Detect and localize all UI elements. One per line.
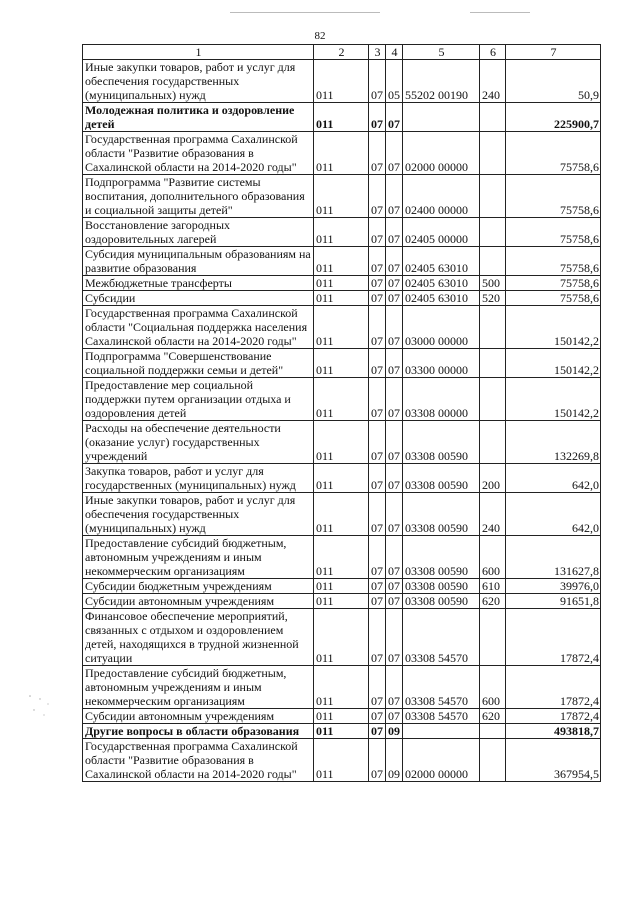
- cell-name: Предоставление субсидий бюджетным, автономным учреждениям и иным некоммерческим организациям: [83, 536, 314, 579]
- cell-section: 07: [369, 306, 386, 349]
- cell-type: [480, 103, 506, 132]
- cell-section: 07: [369, 421, 386, 464]
- cell-amount: 493818,7: [506, 724, 601, 739]
- cell-subsection: 07: [386, 132, 403, 175]
- cell-name: Предоставление субсидий бюджетным, автономным учреждениям и иным некоммерческим организациям: [83, 666, 314, 709]
- cell-amount: 17872,4: [506, 666, 601, 709]
- table-row: [83, 175, 601, 218]
- cell-subsection: 07: [386, 291, 403, 306]
- table-row: [83, 247, 601, 276]
- cell-name: Субсидия муниципальным образованиям на развитие образования: [83, 247, 314, 276]
- cell-section: 07: [369, 709, 386, 724]
- cell-admin: 011: [314, 247, 369, 276]
- cell-amount: 39976,0: [506, 579, 601, 594]
- cell-subsection: 07: [386, 247, 403, 276]
- cell-section: 07: [369, 536, 386, 579]
- cell-amount: 642,0: [506, 464, 601, 493]
- cell-admin: 011: [314, 493, 369, 536]
- cell-name: Межбюджетные трансферты: [83, 276, 314, 291]
- cell-section: 07: [369, 218, 386, 247]
- cell-name: Другие вопросы в области образования: [83, 724, 314, 739]
- cell-subsection: 07: [386, 218, 403, 247]
- cell-section: 07: [369, 60, 386, 103]
- cell-target: 03308 54570: [403, 709, 480, 724]
- cell-amount: 75758,6: [506, 247, 601, 276]
- cell-name: Расходы на обеспечение деятельности (оказание услуг) государственных учреждений: [83, 421, 314, 464]
- cell-amount: 367954,5: [506, 739, 601, 782]
- cell-subsection: 07: [386, 579, 403, 594]
- cell-amount: 225900,7: [506, 103, 601, 132]
- cell-target: 03308 00590: [403, 579, 480, 594]
- cell-subsection: 07: [386, 421, 403, 464]
- column-header-type: 6: [480, 45, 506, 60]
- cell-amount: 75758,6: [506, 132, 601, 175]
- cell-section: 07: [369, 276, 386, 291]
- cell-section: 07: [369, 666, 386, 709]
- column-header-section: 3: [369, 45, 386, 60]
- cell-subsection: 09: [386, 724, 403, 739]
- cell-type: 620: [480, 594, 506, 609]
- scan-artifact-line: [470, 12, 530, 13]
- table-row: [83, 291, 601, 306]
- cell-name: Государственная программа Сахалинской области "Социальная поддержка населения Сахалинской области на 2014-2020 годы": [83, 306, 314, 349]
- cell-admin: 011: [314, 579, 369, 594]
- cell-target: 02405 63010: [403, 291, 480, 306]
- cell-amount: 132269,8: [506, 421, 601, 464]
- table-row: [83, 609, 601, 666]
- cell-type: 600: [480, 536, 506, 579]
- cell-target: 03308 00590: [403, 536, 480, 579]
- table-row: [83, 306, 601, 349]
- cell-section: 07: [369, 247, 386, 276]
- cell-subsection: 07: [386, 378, 403, 421]
- cell-type: [480, 247, 506, 276]
- cell-admin: 011: [314, 421, 369, 464]
- cell-type: 240: [480, 60, 506, 103]
- budget-table: [82, 44, 601, 782]
- table-row: [83, 276, 601, 291]
- cell-amount: 150142,2: [506, 349, 601, 378]
- cell-name: Иные закупки товаров, работ и услуг для обеспечения государственных (муниципальных) нужд: [83, 60, 314, 103]
- scan-artifact-specks: [26, 690, 56, 720]
- cell-target: 03308 00000: [403, 378, 480, 421]
- cell-admin: 011: [314, 724, 369, 739]
- cell-subsection: 07: [386, 276, 403, 291]
- cell-subsection: 07: [386, 594, 403, 609]
- cell-subsection: 07: [386, 175, 403, 218]
- table-row: [83, 739, 601, 782]
- table-header-row: [83, 45, 601, 60]
- cell-name: Субсидии автономным учреждениям: [83, 709, 314, 724]
- cell-amount: 75758,6: [506, 218, 601, 247]
- cell-admin: 011: [314, 536, 369, 579]
- cell-admin: 011: [314, 306, 369, 349]
- table-row: [83, 709, 601, 724]
- table-row: [83, 103, 601, 132]
- cell-amount: 131627,8: [506, 536, 601, 579]
- cell-subsection: 07: [386, 536, 403, 579]
- cell-admin: 011: [314, 132, 369, 175]
- cell-name: Финансовое обеспечение мероприятий, связанных с отдыхом и оздоровлением детей, находящихся в трудной жизненной ситуации: [83, 609, 314, 666]
- cell-type: [480, 421, 506, 464]
- cell-target: 02405 00000: [403, 218, 480, 247]
- table-row: [83, 666, 601, 709]
- cell-target: 03308 00590: [403, 464, 480, 493]
- cell-target: 03308 54570: [403, 666, 480, 709]
- cell-name: Субсидии: [83, 291, 314, 306]
- cell-target: 03308 00590: [403, 421, 480, 464]
- cell-target: 03308 00590: [403, 594, 480, 609]
- cell-target: 02405 63010: [403, 276, 480, 291]
- cell-type: 600: [480, 666, 506, 709]
- table-row: [83, 132, 601, 175]
- table-row: [83, 464, 601, 493]
- cell-amount: 91651,8: [506, 594, 601, 609]
- cell-type: [480, 132, 506, 175]
- cell-admin: 011: [314, 175, 369, 218]
- cell-admin: 011: [314, 349, 369, 378]
- cell-target: 03308 00590: [403, 493, 480, 536]
- cell-section: 07: [369, 132, 386, 175]
- table-row: [83, 421, 601, 464]
- cell-subsection: 07: [386, 609, 403, 666]
- cell-admin: 011: [314, 594, 369, 609]
- cell-type: 500: [480, 276, 506, 291]
- cell-subsection: 07: [386, 464, 403, 493]
- table-body: [83, 60, 601, 782]
- scan-artifact-line: [230, 12, 380, 13]
- cell-type: [480, 378, 506, 421]
- cell-admin: 011: [314, 103, 369, 132]
- cell-type: [480, 218, 506, 247]
- page-number: 82: [314, 30, 326, 42]
- cell-admin: 011: [314, 276, 369, 291]
- cell-target: 03308 54570: [403, 609, 480, 666]
- cell-section: 07: [369, 175, 386, 218]
- table-row: [83, 594, 601, 609]
- cell-name: Молодежная политика и оздоровление детей: [83, 103, 314, 132]
- cell-admin: 011: [314, 291, 369, 306]
- cell-type: 610: [480, 579, 506, 594]
- column-header-target: 5: [403, 45, 480, 60]
- cell-section: 07: [369, 349, 386, 378]
- cell-admin: 011: [314, 666, 369, 709]
- cell-subsection: 07: [386, 103, 403, 132]
- cell-admin: 011: [314, 378, 369, 421]
- cell-target: 03000 00000: [403, 306, 480, 349]
- column-header-name: 1: [83, 45, 314, 60]
- cell-section: 07: [369, 594, 386, 609]
- cell-type: [480, 306, 506, 349]
- cell-amount: 75758,6: [506, 291, 601, 306]
- table-row: [83, 378, 601, 421]
- cell-type: 240: [480, 493, 506, 536]
- cell-name: Субсидии автономным учреждениям: [83, 594, 314, 609]
- cell-name: Закупка товаров, работ и услуг для государственных (муниципальных) нужд: [83, 464, 314, 493]
- cell-type: [480, 609, 506, 666]
- column-header-amount: 7: [506, 45, 601, 60]
- cell-section: 07: [369, 579, 386, 594]
- table-row: [83, 218, 601, 247]
- cell-amount: 75758,6: [506, 175, 601, 218]
- table-row: [83, 60, 601, 103]
- cell-subsection: 09: [386, 739, 403, 782]
- cell-section: 07: [369, 493, 386, 536]
- cell-type: 520: [480, 291, 506, 306]
- cell-section: 07: [369, 378, 386, 421]
- cell-name: Подпрограмма "Развитие системы воспитания, дополнительного образования и социальной защиты детей": [83, 175, 314, 218]
- cell-target: 55202 00190: [403, 60, 480, 103]
- cell-name: Государственная программа Сахалинской области "Развитие образования в Сахалинской области на 2014-2020 годы": [83, 739, 314, 782]
- column-header-subsection: 4: [386, 45, 403, 60]
- cell-admin: 011: [314, 218, 369, 247]
- table-row: [83, 536, 601, 579]
- cell-amount: 17872,4: [506, 709, 601, 724]
- cell-section: 07: [369, 739, 386, 782]
- cell-amount: 17872,4: [506, 609, 601, 666]
- cell-section: 07: [369, 609, 386, 666]
- cell-target: 02000 00000: [403, 132, 480, 175]
- cell-admin: 011: [314, 464, 369, 493]
- cell-section: 07: [369, 724, 386, 739]
- cell-target: 02000 00000: [403, 739, 480, 782]
- cell-name: Субсидии бюджетным учреждениям: [83, 579, 314, 594]
- cell-amount: 150142,2: [506, 306, 601, 349]
- cell-name: Государственная программа Сахалинской области "Развитие образования в Сахалинской области на 2014-2020 годы": [83, 132, 314, 175]
- cell-type: 620: [480, 709, 506, 724]
- cell-target: [403, 103, 480, 132]
- cell-subsection: 05: [386, 60, 403, 103]
- cell-type: 200: [480, 464, 506, 493]
- cell-section: 07: [369, 291, 386, 306]
- cell-target: [403, 724, 480, 739]
- cell-amount: 642,0: [506, 493, 601, 536]
- cell-target: 03300 00000: [403, 349, 480, 378]
- cell-subsection: 07: [386, 666, 403, 709]
- column-header-admin: 2: [314, 45, 369, 60]
- cell-type: [480, 739, 506, 782]
- table-row: [83, 493, 601, 536]
- cell-admin: 011: [314, 739, 369, 782]
- cell-amount: 75758,6: [506, 276, 601, 291]
- cell-name: Восстановление загородных оздоровительных лагерей: [83, 218, 314, 247]
- table-row: [83, 349, 601, 378]
- cell-subsection: 07: [386, 349, 403, 378]
- cell-target: 02400 00000: [403, 175, 480, 218]
- cell-section: 07: [369, 103, 386, 132]
- cell-amount: 150142,2: [506, 378, 601, 421]
- cell-admin: 011: [314, 709, 369, 724]
- cell-subsection: 07: [386, 306, 403, 349]
- cell-name: Подпрограмма "Совершенствование социальной поддержки семьи и детей": [83, 349, 314, 378]
- cell-admin: 011: [314, 60, 369, 103]
- cell-subsection: 07: [386, 493, 403, 536]
- cell-type: [480, 724, 506, 739]
- table-row: [83, 579, 601, 594]
- cell-admin: 011: [314, 609, 369, 666]
- cell-name: Предоставление мер социальной поддержки путем организации отдыха и оздоровления детей: [83, 378, 314, 421]
- cell-subsection: 07: [386, 709, 403, 724]
- cell-target: 02405 63010: [403, 247, 480, 276]
- cell-amount: 50,9: [506, 60, 601, 103]
- cell-type: [480, 349, 506, 378]
- cell-type: [480, 175, 506, 218]
- cell-section: 07: [369, 464, 386, 493]
- cell-name: Иные закупки товаров, работ и услуг для обеспечения государственных (муниципальных) нужд: [83, 493, 314, 536]
- table-row: [83, 724, 601, 739]
